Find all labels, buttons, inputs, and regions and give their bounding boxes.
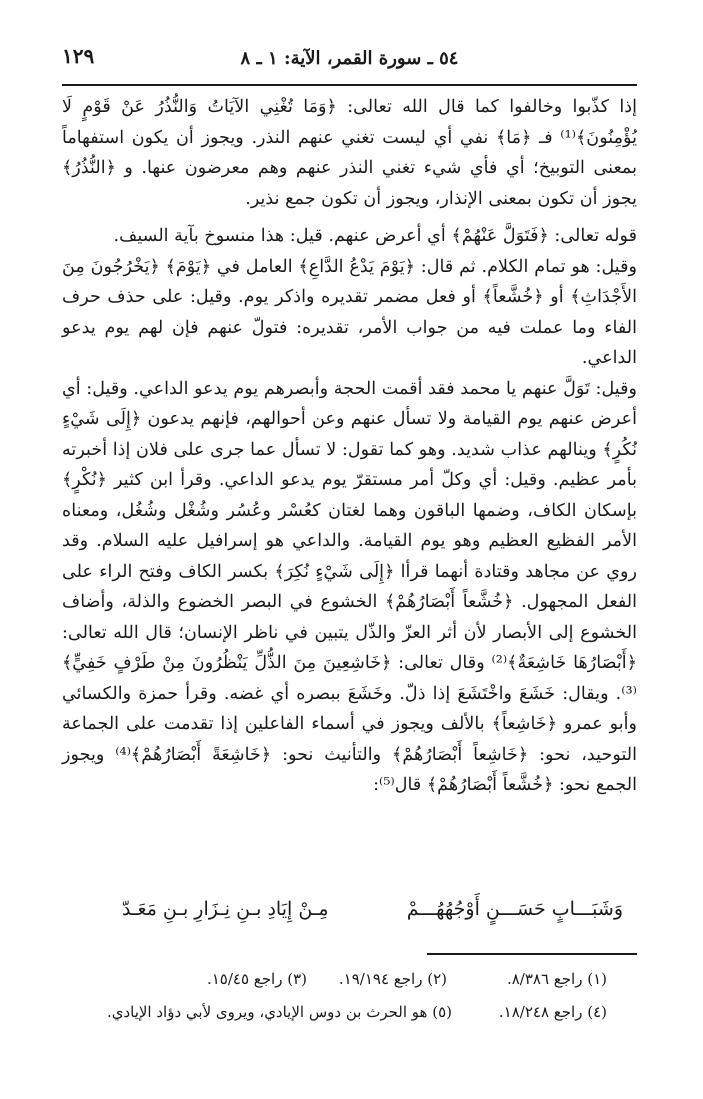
footnote-row — [62, 970, 637, 1003]
footnote: (٢) راجع ١٩/١٩٤. — [338, 970, 447, 988]
footnote: (٤) راجع ١٨/٢٤٨. — [498, 1003, 607, 1021]
poetry-verse — [62, 898, 637, 928]
footnotes — [62, 970, 637, 1036]
paragraph: وقيل: تَوَلَّ عنهم يا محمد فقد أقمت الحجة وأبصرهم يوم يدعو الداعي. وقيل: أي أعرض عنهم يوم القيامة ولا تسأل عنهم وعن أحوالهم، فإنهم يدعون ﴿إِلَى شَيْءٍ نُكُرٍ﴾ وينالهم عذاب شديد. وهو كما تقول: لا تسأل عما جرى على فلان إذا أخبرته بأمر عظيم. وقيل: أي وكلّ أمر مستقرّ يوم يدعو الداعي. وقرأ ابن كثير ﴿نُكْرٍ﴾ بإسكان الكاف، وضمها الباقون وهما لغتان كعُسْر وعُسُر وشُغْل وشُغُل، ومعناه الأمر الفظيع العظيم وهو يوم القيامة. والداعي هو إسرافيل عليه السلام. وقد روي عن مجاهد وقتادة أنهما قرأا ﴿إِلَى شَيْءٍ نُكِرَ﴾ بكسر الكاف وفتح الراء على الفعل المجهول. ﴿خُشَّعاً أَبْصَارُهُمْ﴾ الخشوع في البصر الخضوع والذلة، وأضاف الخشوع إلى الأبصار لأن أثر العزّ والذّل يتبين في ناظر الإنسان؛ قال الله تعالى: ﴿أَبْصَارُهَا خَاشِعَةٌ﴾⁽²⁾ وقال تعالى: ﴿خَاشِعِينَ مِنَ الذُّلِّ يَنْظُرُونَ مِنْ طَرْفٍ خَفِيٍّ﴾⁽³⁾. ويقال: خَشَعَ واخْتَشَعَ إذا ذلّ. وخَشَعَ ببصره أي غضه. وقرأ حمزة والكسائي وأبو عمرو ﴿خَاشِعاً﴾ بالألف ويجوز في أسماء الفاعلين إذا تقدمت على الجماعة التوحيد، نحو: ﴿خَاشِعاً أَبْصَارُهُمْ﴾ والتأنيث نحو: ﴿خَاشِعَةً أَبْصَارُهُمْ﴾⁽⁴⁾ ويجوز الجمع نحو: ﴿خُشَّعاً أَبْصَارُهُمْ﴾ قال⁽⁵⁾: — [62, 378, 638, 795]
running-title: ٥٤ ـ سورة القمر، الآية: ١ ـ ٨ — [240, 48, 459, 69]
verse-second-hemistich: مِـنْ إِيَادِ بـنِ نِـزَارِ بـنِ مَعَـدّ — [122, 898, 329, 920]
footnote-row — [62, 1003, 637, 1036]
body-text — [62, 92, 637, 801]
footnote-divider — [427, 953, 637, 955]
paragraph: وقيل: هو تمام الكلام. ثم قال: ﴿يَوْمَ يَدْعُ الدَّاعِ﴾ العامل في ﴿يَوْمَ﴾ ﴿يَخْرُجُونَ مِنَ الأَجْدَاثِ﴾ أو ﴿خُشَّعاً﴾ أو فعل مضمر تقديره واذكر يوم. وقيل: على حذف حرف الفاء وما عملت فيه من جواب الأمر، تقديره: فتولّ عنهم فإن لهم يوم يدعو الداعي. — [62, 256, 637, 368]
page-number: ١٢٩ — [62, 44, 95, 68]
footnote: (٥) هو الحرث بن دوس الإيادي، ويروى لأبي دؤاد الإيادي. — [106, 1003, 452, 1021]
footnote: (٣) راجع ١٥/٤٥. — [206, 970, 307, 988]
footnote: (١) راجع ٨/٣٨٦. — [506, 970, 607, 988]
paragraph: قوله تعالى: ﴿فَتَوَلَّ عَنْهُمْ﴾ أي أعرض عنهم. قيل: هذا منسوخ بآية السيف. — [113, 226, 637, 246]
page-header — [62, 40, 637, 86]
verse-first-hemistich: وَشَبَـــابٍ حَسَـــنٍ أَوْجُهُهُـــمْ — [406, 898, 623, 920]
paragraph: إذا كذّبوا وخالفوا كما قال الله تعالى: ﴿وَمَا تُغْنِي الآيَاتُ وَالنُّذُرُ عَنْ قَوْمٍ لَا يُؤْمِنُونَ﴾⁽¹⁾ فـ ﴿مَا﴾ نفي أي ليست تغني عنهم النذر. ويجوز أن يكون استفهاماً بمعنى التوبيخ؛ أي فأي شيء تغني النذر عنهم وهم معرضون عنها. و ﴿النُّذُرُ﴾ يجوز أن تكون بمعنى الإنذار، ويجوز أن تكون جمع نذير. — [62, 97, 637, 209]
